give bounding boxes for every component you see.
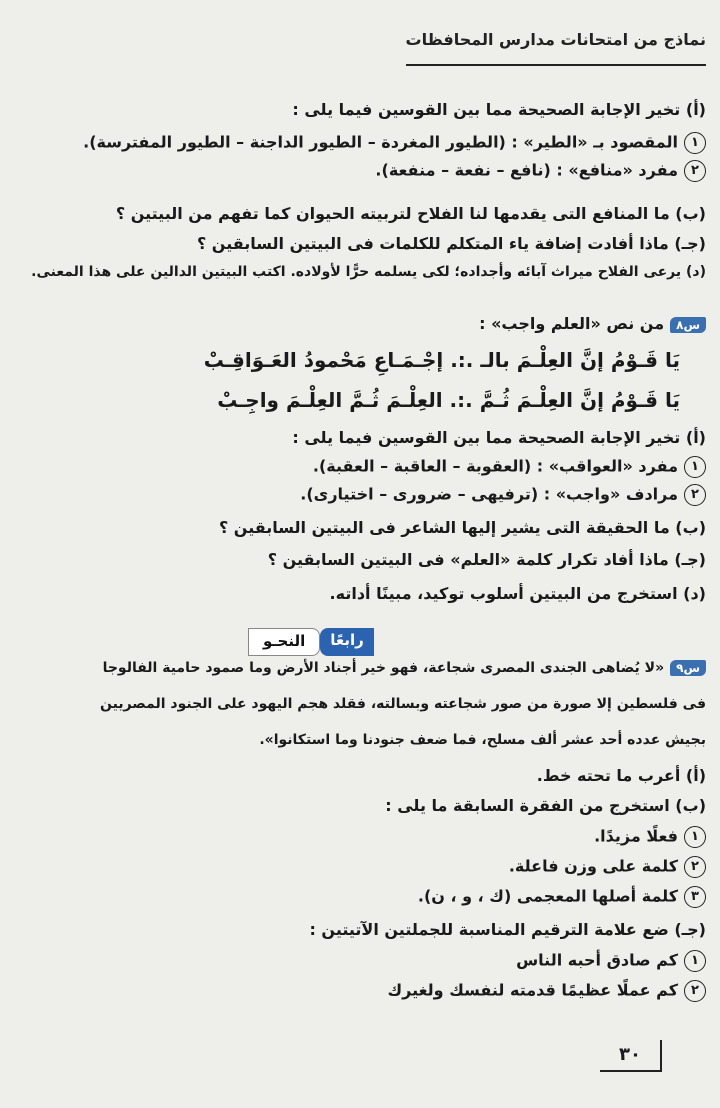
- q10-a: (أ) أعرب ما تحته خط.: [536, 766, 706, 785]
- q8-a-prompt: (أ) تخير الإجابة الصحيحة مما بين القوسين فيما يلى :: [292, 100, 706, 119]
- q8-a2-text: مفرد «منافع» : (نافع – نفعة – منفعة).: [375, 160, 678, 180]
- q9-d: (د) استخرج من البيتين أسلوب توكيد، مبينًا أداته.: [329, 584, 706, 603]
- q10-p1-text: «لا يُضاهى الجندى المصرى شجاعة، فهو خير أجناد الأرض وما صمود حامية الفالوجا: [102, 660, 665, 676]
- section-heading: [248, 628, 374, 656]
- verse-2: يَا قَـوْمُ إنَّ العِلْـمَ ثُـمَّ .:. العِلْـمَ ثُـمَّ العِلْـمَ واجِـبْ: [217, 388, 680, 412]
- page-number: ٣٠: [600, 1040, 662, 1072]
- number-circle: ١: [684, 456, 706, 478]
- q9-a2-text: مرادف «واجب» : (ترفيهى – ضرورى – اختيارى).: [300, 484, 678, 504]
- question-badge: س٨: [670, 317, 706, 333]
- q9-a2: [300, 484, 706, 506]
- q10-paragraph-1: [103, 660, 706, 676]
- q9-c: (جـ) ماذا أفاد تكرار كلمة «العلم» فى البيتين السابقين ؟: [267, 550, 706, 569]
- q10-b2: [509, 856, 706, 878]
- q9-a1: [313, 456, 706, 478]
- question-badge: س٩: [670, 660, 706, 676]
- q10-c1-text: كم صادق أحبه الناس: [516, 950, 678, 970]
- q8-a1: [83, 132, 706, 154]
- q9-a1-text: مفرد «العواقب» : (العقوبة – العاقبة – العقبة).: [312, 456, 678, 476]
- q9-a-prompt: (أ) تخير الإجابة الصحيحة مما بين القوسين فيما يلى :: [292, 428, 706, 447]
- q8-a1-text: المقصود بـ «الطير» : (الطيور المغردة – الطيور الداجنة – الطيور المفترسة).: [83, 132, 678, 152]
- q8-a2: [375, 160, 706, 182]
- q10-paragraph-3: بجيش عدده أحد عشر ألف مسلح، فما ضعف جنودنا وما استكانوا».: [259, 732, 706, 748]
- q10-c2: [387, 980, 706, 1002]
- q9-intro-text: من نص «العلم واجب» :: [479, 314, 665, 333]
- number-circle: ٢: [684, 484, 706, 506]
- page-title: نماذج من امتحانات مدارس المحافظات: [405, 30, 706, 49]
- q10-b1: [594, 826, 706, 848]
- number-circle: ١: [684, 826, 706, 848]
- q9-b: (ب) ما الحقيقة التى يشير إليها الشاعر فى البيتين السابقين ؟: [218, 518, 706, 537]
- q9-intro: [479, 314, 706, 333]
- number-circle: ١: [684, 132, 706, 154]
- q10-b-prompt: (ب) استخرج من الفقرة السابقة ما يلى :: [385, 796, 706, 815]
- q10-c-prompt: (جـ) ضع علامة الترقيم المناسبة للجملتين الآتيتين :: [309, 920, 706, 939]
- q10-b1-text: فعلًا مزيدًا.: [594, 826, 678, 846]
- q8-c: (جـ) ماذا أفادت إضافة ياء المتكلم للكلمات فى البيتين السابقين ؟: [196, 234, 706, 253]
- q10-b2-text: كلمة على وزن فاعلة.: [508, 856, 678, 876]
- q10-c1: [516, 950, 706, 972]
- q10-b3: [418, 886, 706, 908]
- q10-b3-text: كلمة أصلها المعجمى (ك ، و ، ن).: [417, 886, 678, 906]
- number-circle: ٢: [684, 160, 706, 182]
- header-divider: [406, 64, 706, 66]
- q8-b: (ب) ما المنافع التى يقدمها لنا الفلاح لتربيته الحيوان كما تفهم من البيتين ؟: [115, 204, 706, 223]
- q8-d: (د) يرعى الفلاح ميراث آبائه وأجداده؛ لكى يسلمه حرًّا لأولاده. اكتب البيتين الدالين على هذا المعنى.: [31, 264, 706, 280]
- number-circle: ٣: [684, 886, 706, 908]
- number-circle: ١: [684, 950, 706, 972]
- q10-paragraph-2: فى فلسطين إلا صورة من صور شجاعته وبسالته، فقلد هجم اليهود على الجنود المصريين: [100, 696, 706, 712]
- q10-c2-text: كم عملًا عظيمًا قدمته لنفسك ولغيرك: [387, 980, 678, 1000]
- number-circle: ٢: [684, 856, 706, 878]
- number-circle: ٢: [684, 980, 706, 1002]
- section-label-grammar: النحـو: [248, 628, 320, 656]
- verse-1: يَا قَـوْمُ إنَّ العِلْـمَ بالـ .:. إجْـمَـاعِ مَحْمودُ العَـوَاقِـبْ: [203, 348, 680, 372]
- section-label-fourth: رابعًا: [320, 628, 374, 656]
